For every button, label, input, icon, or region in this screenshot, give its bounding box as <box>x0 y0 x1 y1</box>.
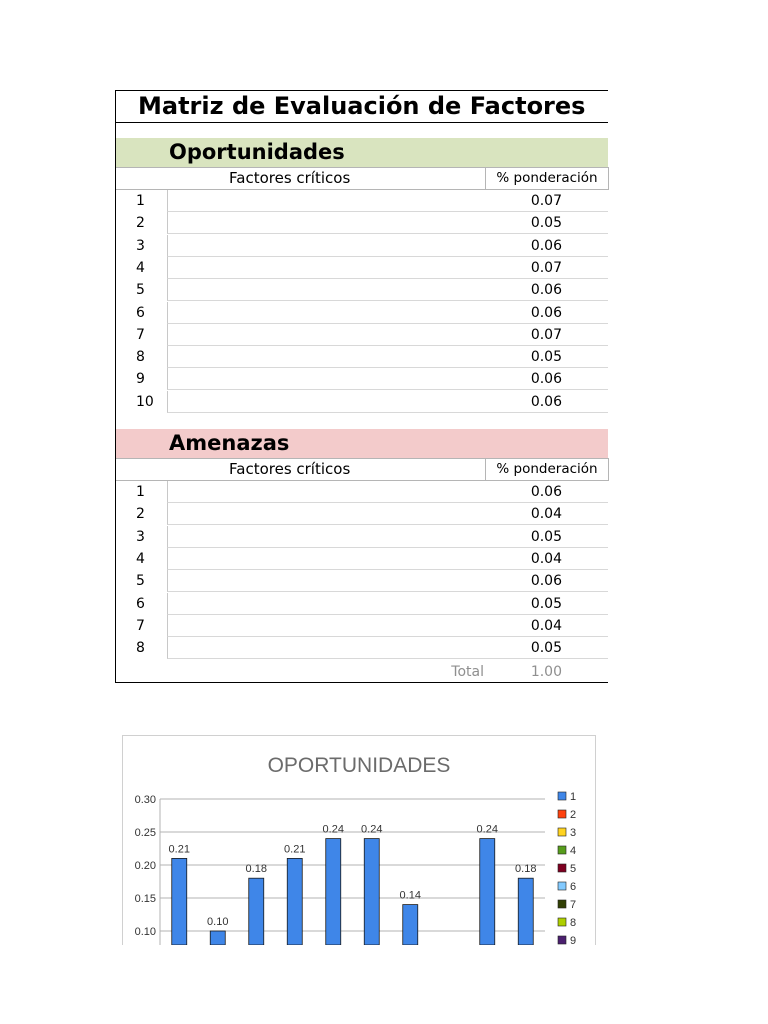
opportunities-heading: Oportunidades <box>169 140 345 164</box>
legend-label: 9 <box>570 935 577 945</box>
table-row <box>116 368 608 390</box>
row-number: 4 <box>136 550 145 567</box>
table-row <box>116 235 608 257</box>
weight-cell[interactable]: 0.04 <box>485 548 608 570</box>
weight-cell[interactable]: 0.05 <box>485 637 608 659</box>
legend-swatch <box>558 810 566 818</box>
row-number: 2 <box>136 506 145 523</box>
opportunities-column-header <box>116 167 608 190</box>
legend-swatch <box>558 936 566 944</box>
row-number: 2 <box>136 215 145 232</box>
row-number: 6 <box>136 595 145 612</box>
row-number: 5 <box>136 573 145 590</box>
data-label: 0.14 <box>399 889 421 902</box>
y-tick-label: 0.20 <box>134 860 156 872</box>
legend-label: 1 <box>570 791 577 803</box>
table-row <box>116 481 608 503</box>
factor-cell[interactable] <box>167 570 485 592</box>
table-row <box>116 257 608 279</box>
legend-label: 4 <box>570 845 577 857</box>
factor-cell[interactable] <box>167 324 485 346</box>
row-number: 10 <box>136 393 154 410</box>
weight-cell[interactable]: 0.05 <box>485 346 608 368</box>
factor-cell[interactable] <box>167 368 485 390</box>
row-number: 7 <box>136 617 145 634</box>
legend-swatch <box>558 864 566 872</box>
legend-label: 7 <box>570 899 577 911</box>
factor-cell[interactable] <box>167 391 485 413</box>
factor-cell[interactable] <box>167 615 485 637</box>
factor-cell[interactable] <box>167 212 485 234</box>
bar-7 <box>403 905 418 945</box>
data-label: 0.21 <box>168 843 190 856</box>
table-row <box>116 190 608 212</box>
row-number: 8 <box>136 349 145 366</box>
row-number: 1 <box>136 193 145 209</box>
factor-cell[interactable] <box>167 481 485 503</box>
col-weight-header: % ponderación <box>485 458 609 481</box>
col-factor-header: Factores críticos <box>229 169 351 187</box>
bar-9 <box>480 839 495 945</box>
y-tick-label: 0.25 <box>134 827 156 839</box>
weight-cell[interactable]: 0.07 <box>485 257 608 279</box>
bar-2 <box>210 931 225 945</box>
factor-cell[interactable] <box>167 190 485 212</box>
data-label: 0.24 <box>476 823 498 836</box>
row-number: 1 <box>136 484 145 500</box>
total-value: 1.00 <box>530 664 562 680</box>
weight-cell[interactable]: 0.04 <box>485 503 608 525</box>
evaluation-matrix-table <box>115 90 608 683</box>
table-row <box>116 324 608 346</box>
legend-swatch <box>558 846 566 854</box>
factor-cell[interactable] <box>167 257 485 279</box>
bar-1 <box>172 858 187 945</box>
table-row <box>116 346 608 368</box>
threats-column-header <box>116 458 608 481</box>
table-row <box>116 503 608 525</box>
row-number: 3 <box>136 237 145 254</box>
weight-cell[interactable]: 0.05 <box>485 212 608 234</box>
legend-label: 3 <box>570 827 577 839</box>
weight-cell[interactable]: 0.07 <box>485 324 608 346</box>
data-label: 0.18 <box>245 863 267 876</box>
factor-cell[interactable] <box>167 346 485 368</box>
legend-swatch <box>558 918 566 926</box>
legend-label: 6 <box>570 881 577 893</box>
weight-cell[interactable]: 0.06 <box>485 235 608 257</box>
factor-cell[interactable] <box>167 526 485 548</box>
y-tick-label: 0.15 <box>134 893 156 905</box>
bar-6 <box>364 839 379 945</box>
factor-cell[interactable] <box>167 637 485 659</box>
row-number: 5 <box>136 282 145 299</box>
total-label: Total <box>451 664 484 680</box>
legend-label: 8 <box>570 917 577 929</box>
weight-cell[interactable]: 0.04 <box>485 615 608 637</box>
weight-cell[interactable]: 0.06 <box>485 302 608 324</box>
legend-label: 2 <box>570 809 577 821</box>
row-number: 3 <box>136 528 145 545</box>
table-row <box>116 637 608 659</box>
table-row <box>116 526 608 548</box>
row-number: 7 <box>136 326 145 343</box>
legend-swatch <box>558 828 566 836</box>
factor-cell[interactable] <box>167 593 485 615</box>
legend-swatch <box>558 882 566 890</box>
factor-cell[interactable] <box>167 235 485 257</box>
table-row <box>116 615 608 637</box>
table-row <box>116 570 608 592</box>
col-factor-header: Factores críticos <box>229 460 351 478</box>
table-row <box>116 548 608 570</box>
factor-cell[interactable] <box>167 302 485 324</box>
row-number: 4 <box>136 259 145 276</box>
factor-cell[interactable] <box>167 279 485 301</box>
weight-cell[interactable]: 0.05 <box>485 526 608 548</box>
table-row <box>116 391 608 413</box>
row-number: 6 <box>136 304 145 321</box>
weight-cell[interactable]: 0.06 <box>485 368 608 390</box>
table-row <box>116 212 608 234</box>
legend-swatch <box>558 792 566 800</box>
bar-10 <box>518 878 533 945</box>
opportunities-chart <box>122 735 596 945</box>
weight-cell[interactable]: 0.06 <box>485 391 608 413</box>
row-number: 8 <box>136 640 145 657</box>
col-weight-header: % ponderación <box>485 167 609 190</box>
chart-title: OPORTUNIDADES <box>267 754 451 777</box>
weight-cell[interactable]: 0.06 <box>485 279 608 301</box>
title-divider <box>116 122 608 123</box>
bar-5 <box>326 839 341 945</box>
table-row <box>116 279 608 301</box>
data-label: 0.21 <box>284 843 306 856</box>
sheet-title: Matriz de Evaluación de Factores <box>138 92 586 120</box>
factor-cell[interactable] <box>167 503 485 525</box>
data-label: 0.18 <box>515 863 537 876</box>
bar-4 <box>287 858 302 945</box>
table-row <box>116 593 608 615</box>
legend-swatch <box>558 900 566 908</box>
bar-3 <box>249 878 264 945</box>
legend-label: 5 <box>570 863 577 875</box>
chart-plot <box>123 736 595 945</box>
data-label: 0.24 <box>361 823 383 836</box>
data-label: 0.24 <box>322 823 344 836</box>
weight-cell[interactable]: 0.07 <box>485 190 608 212</box>
threats-heading: Amenazas <box>169 431 290 455</box>
factor-cell[interactable] <box>167 548 485 570</box>
threats-section-header <box>116 429 608 458</box>
weight-cell[interactable]: 0.05 <box>485 593 608 615</box>
row-number: 9 <box>136 371 145 388</box>
weight-cell[interactable]: 0.06 <box>485 481 608 503</box>
weight-cell[interactable]: 0.06 <box>485 570 608 592</box>
y-tick-label: 0.30 <box>134 794 156 806</box>
data-label: 0.10 <box>207 916 229 928</box>
y-tick-label: 0.10 <box>134 926 156 938</box>
opportunities-section-header <box>116 138 608 167</box>
table-row <box>116 302 608 324</box>
